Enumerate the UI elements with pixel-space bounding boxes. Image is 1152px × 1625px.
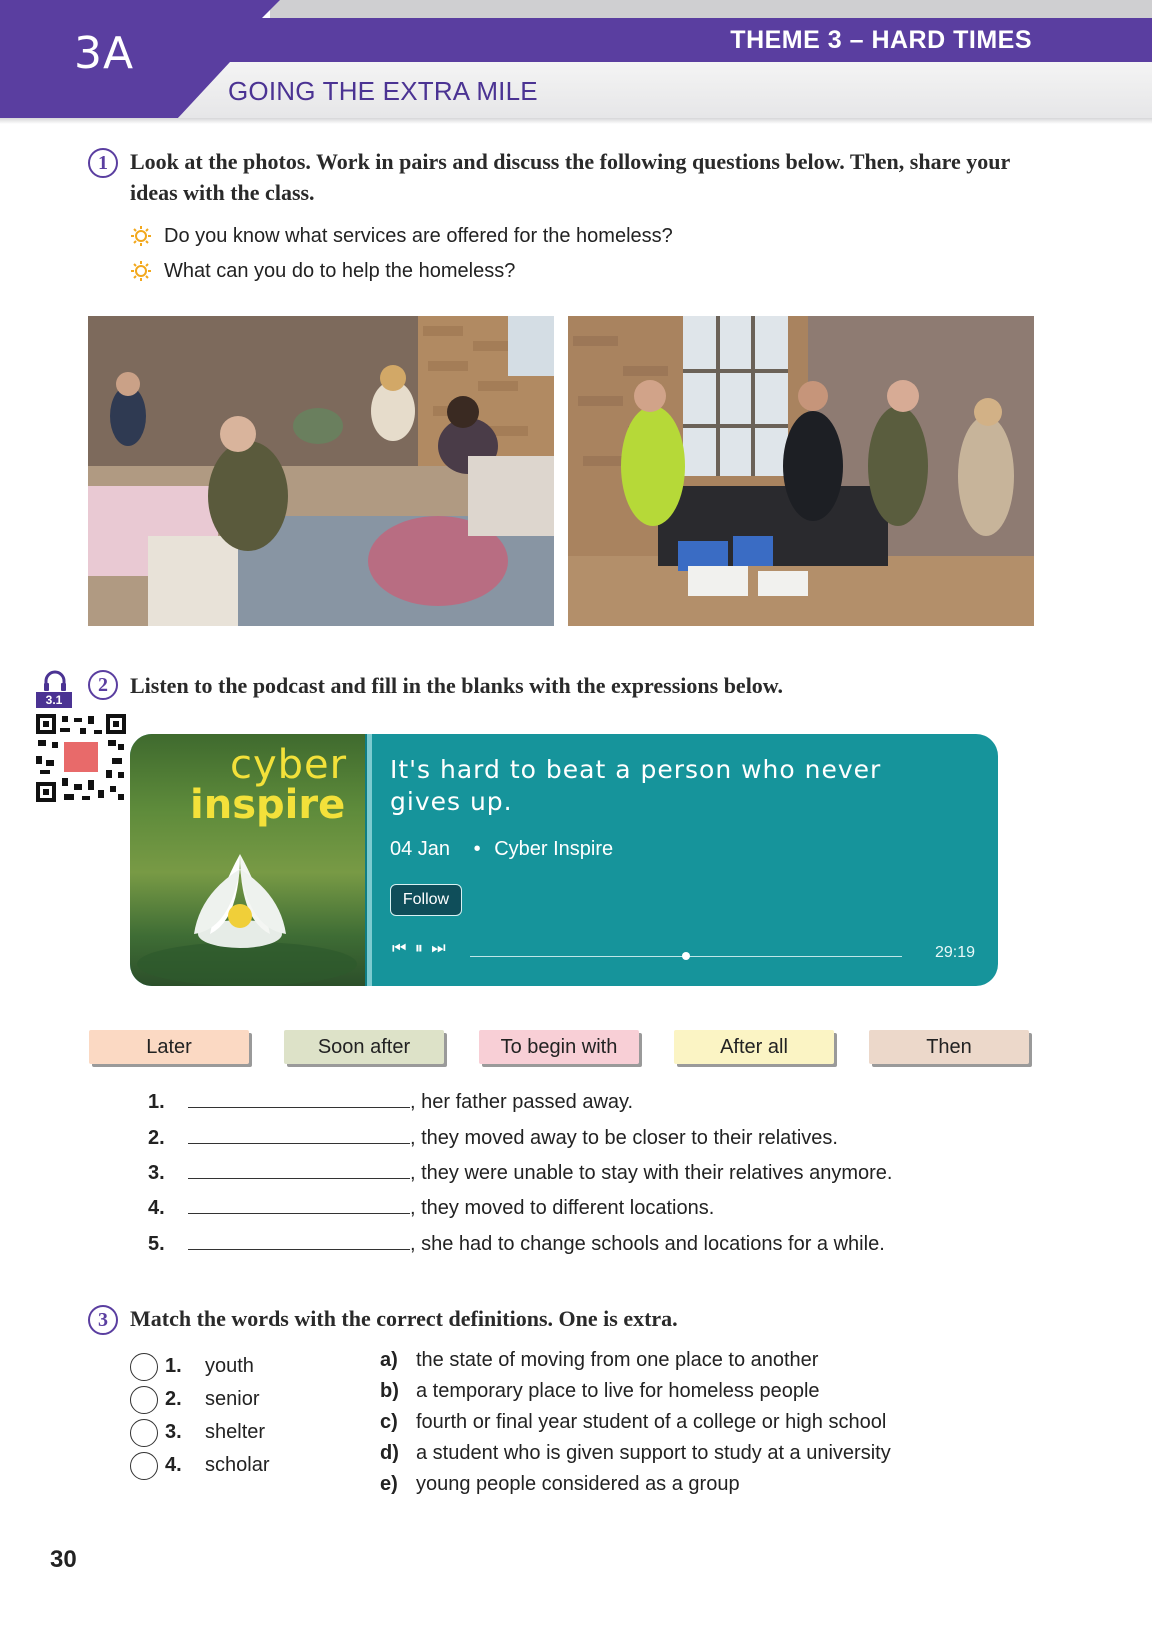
fill-sentence: 3. , they were unable to stay with their relatives anymore.	[148, 1162, 893, 1184]
lesson-title: GOING THE EXTRA MILE	[228, 76, 538, 106]
podcast-cover	[130, 734, 365, 986]
answer-blank[interactable]	[188, 1089, 410, 1108]
qr-code-icon[interactable]	[36, 714, 126, 802]
podcast-episode-title: It's hard to beat a person who never gives up.	[390, 755, 882, 816]
fill-sentence: 5. , she had to change schools and locations for a while.	[148, 1233, 885, 1255]
fill-sentence: 1. , her father passed away.	[148, 1091, 634, 1113]
expression-box: Later	[89, 1030, 249, 1064]
sun-bullet-icon	[131, 226, 151, 246]
page-number: 30	[50, 1546, 77, 1573]
headphones-icon	[42, 670, 68, 692]
answer-circle[interactable]	[130, 1419, 158, 1447]
task1-instruction: Look at the photos. Work in pairs and discuss the following questions below. Then, share your ideas with the class.	[130, 149, 1010, 205]
fill-sentence: 4. , they moved to different locations.	[148, 1197, 715, 1219]
definition: c) fourth or final year student of a college or high school	[380, 1411, 887, 1433]
match-word: 2. senior	[165, 1388, 260, 1410]
answer-blank[interactable]	[188, 1195, 410, 1214]
task-number-3: 3	[88, 1305, 118, 1335]
match-word: 3. shelter	[165, 1421, 266, 1443]
definition: e) young people considered as a group	[380, 1473, 740, 1495]
answer-blank[interactable]	[188, 1160, 410, 1179]
shelter-photo	[88, 316, 554, 626]
fill-sentence: 2. , they moved away to be closer to their relatives.	[148, 1127, 838, 1149]
podcast-channel: Cyber Inspire	[494, 838, 614, 860]
expression-box: After all	[674, 1030, 834, 1064]
task2-instruction: Listen to the podcast and fill in the blanks with the expressions below.	[130, 673, 783, 698]
task-number-2: 2	[88, 670, 118, 700]
unit-label: 3A	[74, 28, 135, 79]
podcast-cover-word-2: inspire	[190, 782, 346, 828]
progress-thumb[interactable]	[682, 952, 690, 960]
theme-title: THEME 3 – HARD TIMES	[730, 26, 1032, 54]
podcast-cover-word-1: cyber	[230, 742, 348, 788]
podcast-duration: 29:19	[935, 944, 976, 961]
match-word: 4. scholar	[165, 1454, 270, 1476]
podcast-meta	[390, 838, 613, 861]
match-word: 1. youth	[165, 1355, 254, 1377]
task1-question-2: What can you do to help the homeless?	[164, 260, 516, 282]
audio-track-tag: 3.1	[36, 692, 72, 708]
task1-question-1: Do you know what services are offered for the homeless?	[164, 225, 673, 247]
podcast-date: 04 Jan	[390, 838, 451, 860]
answer-circle[interactable]	[130, 1353, 158, 1381]
podcast-player	[130, 734, 998, 986]
definition: a) the state of moving from one place to another	[380, 1349, 819, 1371]
follow-button[interactable]: Follow	[390, 884, 462, 916]
task3-instruction: Match the words with the correct definitions. One is extra.	[130, 1306, 678, 1331]
definition: d) a student who is given support to study at a university	[380, 1442, 891, 1464]
expression-box: Soon after	[284, 1030, 444, 1064]
podcast-divider	[365, 734, 372, 986]
sun-bullet-icon	[131, 261, 151, 281]
bullet-separator: •	[473, 838, 481, 860]
answer-blank[interactable]	[188, 1231, 410, 1250]
expression-box: Then	[869, 1030, 1029, 1064]
food-service-photo	[568, 316, 1034, 626]
header-top-strip	[270, 0, 1152, 18]
answer-blank[interactable]	[188, 1125, 410, 1144]
expression-box: To begin with	[479, 1030, 639, 1064]
definition: b) a temporary place to live for homeless people	[380, 1380, 820, 1402]
playback-controls[interactable]: ⏮ ⏸ ⏭	[392, 940, 448, 957]
answer-circle[interactable]	[130, 1452, 158, 1480]
header-shadow	[0, 118, 1152, 124]
task-number-1: 1	[88, 148, 118, 178]
answer-circle[interactable]	[130, 1386, 158, 1414]
